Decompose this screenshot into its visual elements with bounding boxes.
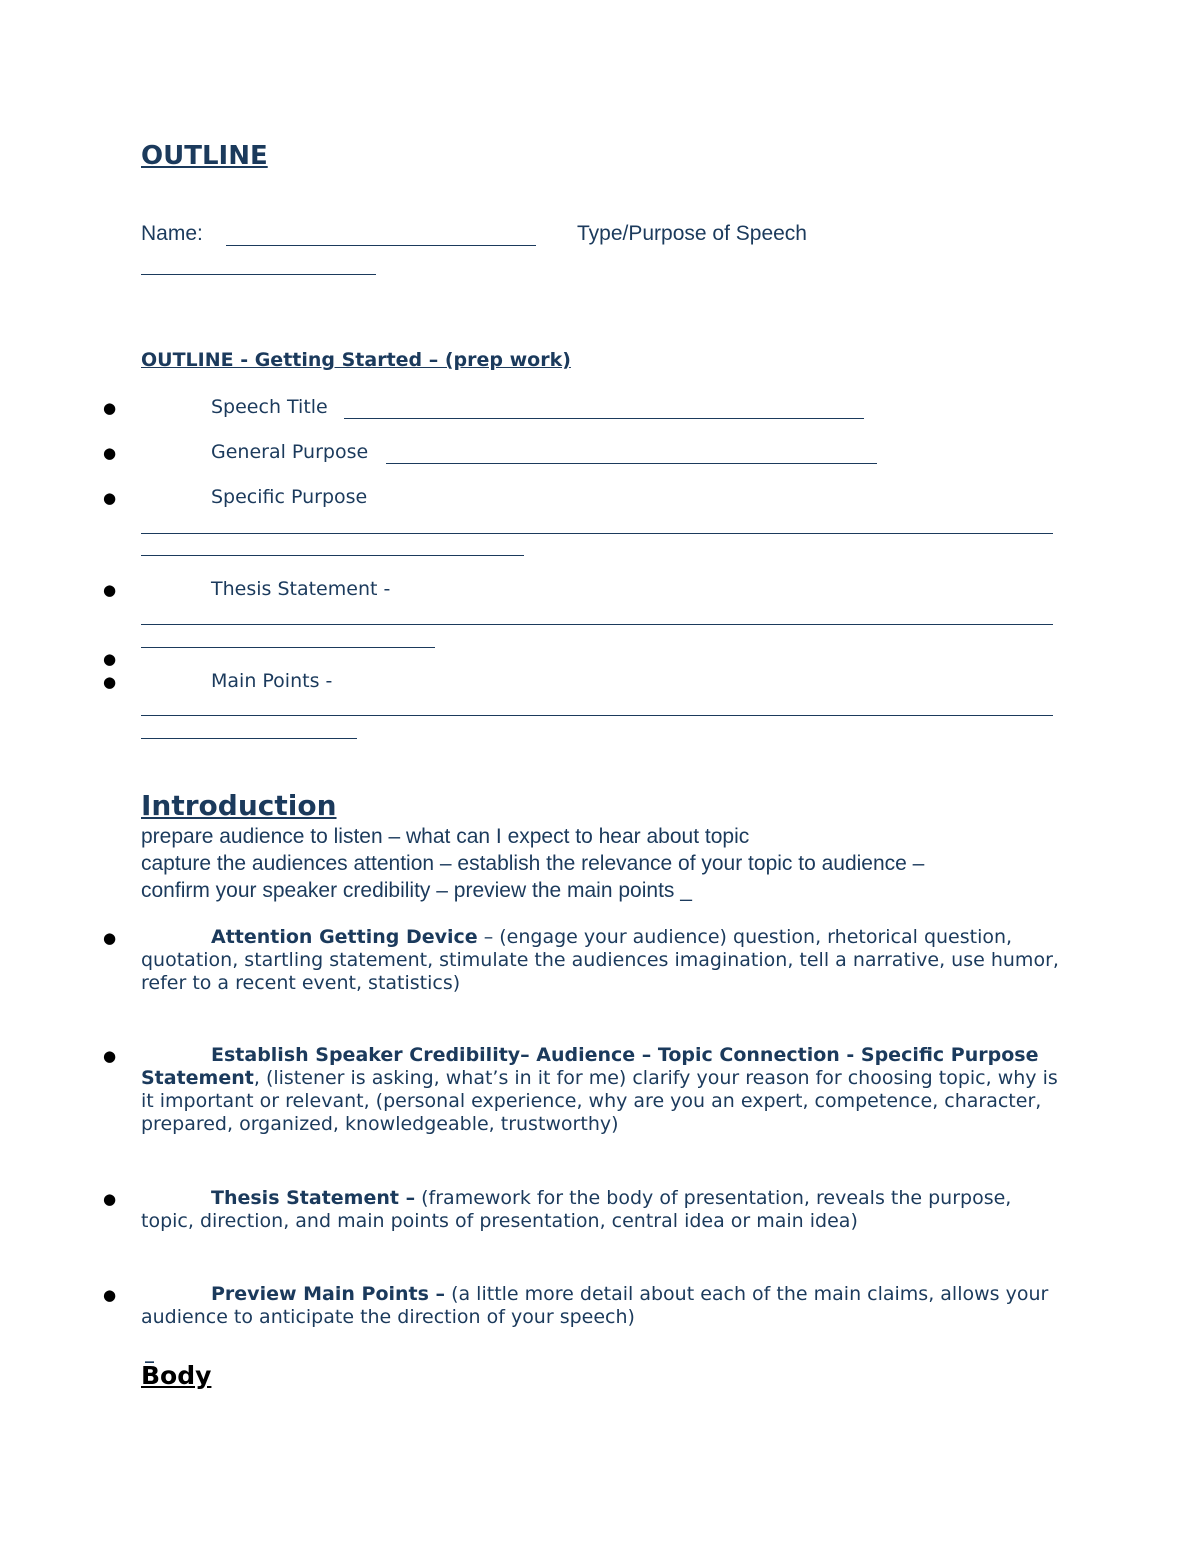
name-label: Name:: [141, 222, 203, 245]
general-purpose-label: General Purpose: [211, 441, 369, 463]
name-blank[interactable]: [226, 245, 536, 246]
bullet-icon: ●: [103, 489, 117, 507]
thesis-statement-item: [141, 1187, 1061, 1233]
introduction-heading: Introduction: [141, 789, 337, 822]
bullet-icon: ●: [103, 929, 117, 947]
item-heading: Preview Main Points –: [211, 1283, 446, 1305]
attention-getting-device-item: [141, 926, 1061, 995]
bullet-icon: ●: [103, 444, 117, 462]
bullet-icon: ●: [103, 1190, 117, 1208]
bullet-icon: ●: [103, 1286, 117, 1304]
item-heading: Thesis Statement –: [211, 1187, 416, 1209]
speaker-credibility-item: [141, 1044, 1061, 1136]
type-purpose-label: Type/Purpose of Speech: [577, 222, 807, 245]
main-points-label: Main Points -: [211, 670, 333, 692]
speech-title-blank[interactable]: [344, 418, 864, 419]
bullet-icon: ●: [103, 399, 117, 417]
body-heading: Body: [141, 1361, 212, 1390]
item-text: (a little more detail about each of the main claims, allows your audience to anticipate the direction of your speech): [141, 1283, 1049, 1328]
bullet-icon: ●: [103, 581, 117, 599]
page-title: OUTLINE: [141, 141, 268, 171]
thesis-statement-blank-line-1[interactable]: [141, 624, 1053, 625]
speech-title-label: Speech Title: [211, 396, 328, 418]
item-text: , (listener is asking, what’s in it for me) clarify your reason for choosing topic, why is it important or relevant, (personal experience, why are you an expert, competence, character, prepared, organized, knowledgeable, trustworthy): [141, 1067, 1058, 1135]
thesis-statement-label: Thesis Statement -: [211, 578, 391, 600]
item-heading: Establish Speaker Credibility– Audience – Topic Connection - Specific Purpose Statement: [141, 1044, 1039, 1089]
bullet-icon: ●: [103, 1047, 117, 1065]
introduction-line: confirm your speaker credibility – preview the main points _: [141, 879, 692, 902]
item-text: – (engage your audience) question, rhetorical question, quotation, startling statement, stimulate the audiences imagination, tell a narrative, use humor, refer to a recent event, statistics): [141, 926, 1059, 994]
body-mark: _: [145, 1343, 154, 1364]
bullet-icon: ●: [103, 673, 117, 691]
specific-purpose-label: Specific Purpose: [211, 486, 368, 508]
item-text: (framework for the body of presentation, reveals the purpose, topic, direction, and main points of presentation, central idea or main idea): [141, 1187, 1012, 1232]
introduction-line: capture the audiences attention – establish the relevance of your topic to audience –: [141, 852, 925, 875]
introduction-line: prepare audience to listen – what can I expect to hear about topic: [141, 825, 750, 848]
introduction-description: [141, 823, 1041, 904]
bullet-icon: ●: [103, 650, 117, 668]
prep-heading: OUTLINE - Getting Started – (prep work): [141, 349, 571, 371]
type-purpose-blank[interactable]: [141, 274, 376, 275]
specific-purpose-blank-line-2[interactable]: [141, 555, 524, 556]
general-purpose-blank[interactable]: [386, 463, 877, 464]
main-points-blank-line-1[interactable]: [141, 715, 1053, 716]
specific-purpose-blank-line-1[interactable]: [141, 533, 1053, 534]
main-points-blank-line-2[interactable]: [141, 738, 357, 739]
preview-main-points-item: [141, 1283, 1061, 1329]
thesis-statement-blank-line-2[interactable]: [141, 647, 435, 648]
item-heading: Attention Getting Device: [211, 926, 478, 948]
